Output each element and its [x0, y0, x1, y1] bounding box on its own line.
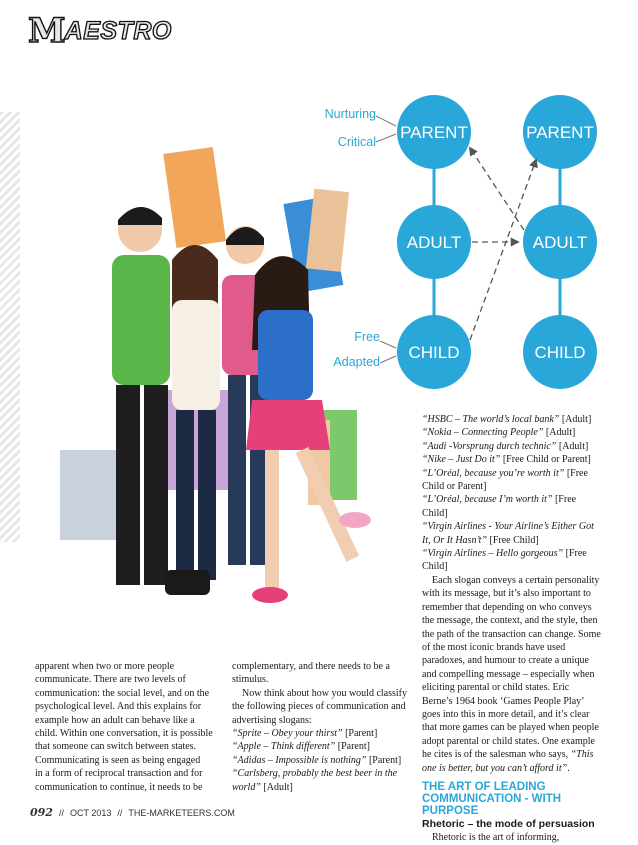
free-label: Free [354, 330, 380, 344]
footer-separator: // [117, 808, 123, 818]
adult-to-parent-arrow [470, 148, 524, 230]
slogan-tag: [Parent] [368, 754, 402, 766]
slogan-tag: [Parent] [337, 741, 370, 753]
site-link[interactable]: THE-MARKETEERS.COM [128, 808, 235, 818]
footer-separator: // [58, 808, 64, 818]
parent-right-label: PARENT [526, 123, 594, 142]
slogan-quote: “Carlsberg, probably the best beer in the world” [232, 768, 398, 793]
col2-line: complementary, and there needs to be a [232, 661, 390, 672]
slogan-quote: “HSBC – The world’s local bank” [422, 414, 560, 425]
critical-label: Critical [337, 135, 376, 149]
nurturing-pointer [376, 116, 396, 126]
slogan-line [422, 547, 602, 574]
slogan-line [422, 520, 602, 547]
para-text: Each slogan conveys a certain personality with its message, but it’s also important to remember that depending on who conveys the message, the context, and the style, then the path of the transaction can change. Some of the most iconic brands have used paradoxes, and humour to create a unique and compelling message – especially when eliciting parental or child states. Eric Berne’s 1964 book ‘Games People Play’ goes into this in more detail, and it’s clear that more games can be played when people adopt parental or child states. One example he cites is of the salesman who says, [422, 574, 601, 761]
slogan-tag: [Adult] [263, 781, 293, 793]
slogan-line [232, 767, 412, 794]
slogan-quote: “Nokia – Connecting People” [422, 427, 544, 439]
critical-pointer [376, 134, 396, 142]
slogan-tag: [Adult] [545, 427, 576, 439]
col1-line: communication: the social level, and on the [35, 687, 210, 699]
issue-date: OCT 2013 [69, 808, 112, 818]
slogan-quote: “Sprite – Obey your thirst” [232, 728, 343, 740]
adult-left-label: ADULT [406, 233, 462, 252]
slogan-quote: “Adidas – Impossible is nothing” [232, 754, 367, 766]
slogan-tag: [Adult] [558, 440, 589, 452]
transaction-diagram [300, 90, 630, 390]
col1-line: apparent when two or more people [35, 661, 175, 672]
para-end: . [567, 762, 570, 774]
slogan-quote: “Audi -Vorsprung durch technic” [422, 440, 557, 452]
adult-right-label: ADULT [532, 233, 588, 252]
section-subhead: Rhetoric – the mode of persuasion [422, 817, 595, 830]
nurturing-label: Nurturing [324, 107, 376, 121]
slogan-tag: [Free Child] [422, 494, 577, 519]
slogan-tag: [Free Child] [422, 548, 587, 573]
slogan-tag: [Free Child or Parent] [422, 467, 588, 493]
column-3-text [422, 413, 602, 845]
col1-line: communication to continue, it needs to be [35, 781, 203, 793]
slogan-quote: “Virgin Airlines - Your Airline’s Either Got It, Or It Hasn’t” [422, 521, 594, 546]
col1-line: child. Within one conversation, it is possible [35, 728, 213, 740]
column-2-text [232, 660, 412, 794]
page-number: 092 [30, 806, 53, 819]
col1-line: psychological level. And this explains for [35, 701, 202, 713]
child-left-label: CHILD [408, 343, 460, 362]
slogan-quote: “L’Oréal, because I’m worth it” [422, 494, 553, 506]
logo-word: AESTRO [64, 17, 172, 45]
maestro-logo [28, 11, 172, 51]
col1-line: Communicating is seen as being engaged [35, 754, 201, 766]
column-1-text [35, 660, 220, 794]
slogan-line [422, 440, 602, 453]
col2-line: stimulus. [232, 674, 269, 686]
parent-left-label: PARENT [400, 123, 468, 142]
child-right-label: CHILD [534, 343, 586, 362]
slogan-tag: [Adult] [561, 414, 592, 425]
slogan-line [422, 413, 602, 426]
col1-line: communicate. There are two levels of [35, 674, 186, 686]
page-footer [30, 806, 235, 819]
adapted-label: Adapted [333, 355, 380, 369]
edge-hatch-decoration [0, 112, 20, 542]
col1-line: that someone can switch between states. [35, 741, 197, 753]
slogan-line [422, 453, 602, 466]
slogan-quote: “Virgin Airlines – Hello gorgeous” [422, 548, 564, 560]
slogan-tag: [Free Child] [489, 534, 539, 546]
col1-line: in a form of reciprocal transaction and for [35, 768, 203, 780]
slogan-line [422, 467, 602, 494]
col3-paragraph [422, 574, 602, 775]
slogan-quote: “L’Oréal, because you’re worth it” [422, 467, 565, 479]
col1-line: example how an adult can behave like a [35, 714, 195, 726]
slogan-line [232, 754, 412, 767]
para-quote: “This one is better, but you can’t afford it” [422, 749, 594, 774]
slogan-tag: [Parent] [345, 728, 378, 740]
slogan-quote: “Nike – Just Do it” [422, 454, 501, 466]
slogan-tag: [Free Child or Parent] [502, 454, 591, 466]
slogan-quote: “Apple – Think different” [232, 741, 336, 753]
slogan-line [232, 727, 412, 740]
slogan-line [422, 426, 602, 439]
slogan-line [232, 740, 412, 753]
slogan-line [422, 493, 602, 520]
logo-letter-m: M [28, 11, 65, 51]
section-heading: THE ART OF LEADING COMMUNICATION - WITH PURPOSE [422, 780, 562, 817]
col2-paragraph: Now think about how you would classify the following pieces of communication and advertising slogans: [232, 687, 407, 726]
col3-last-line: Rhetoric is the art of informing, [432, 832, 560, 844]
